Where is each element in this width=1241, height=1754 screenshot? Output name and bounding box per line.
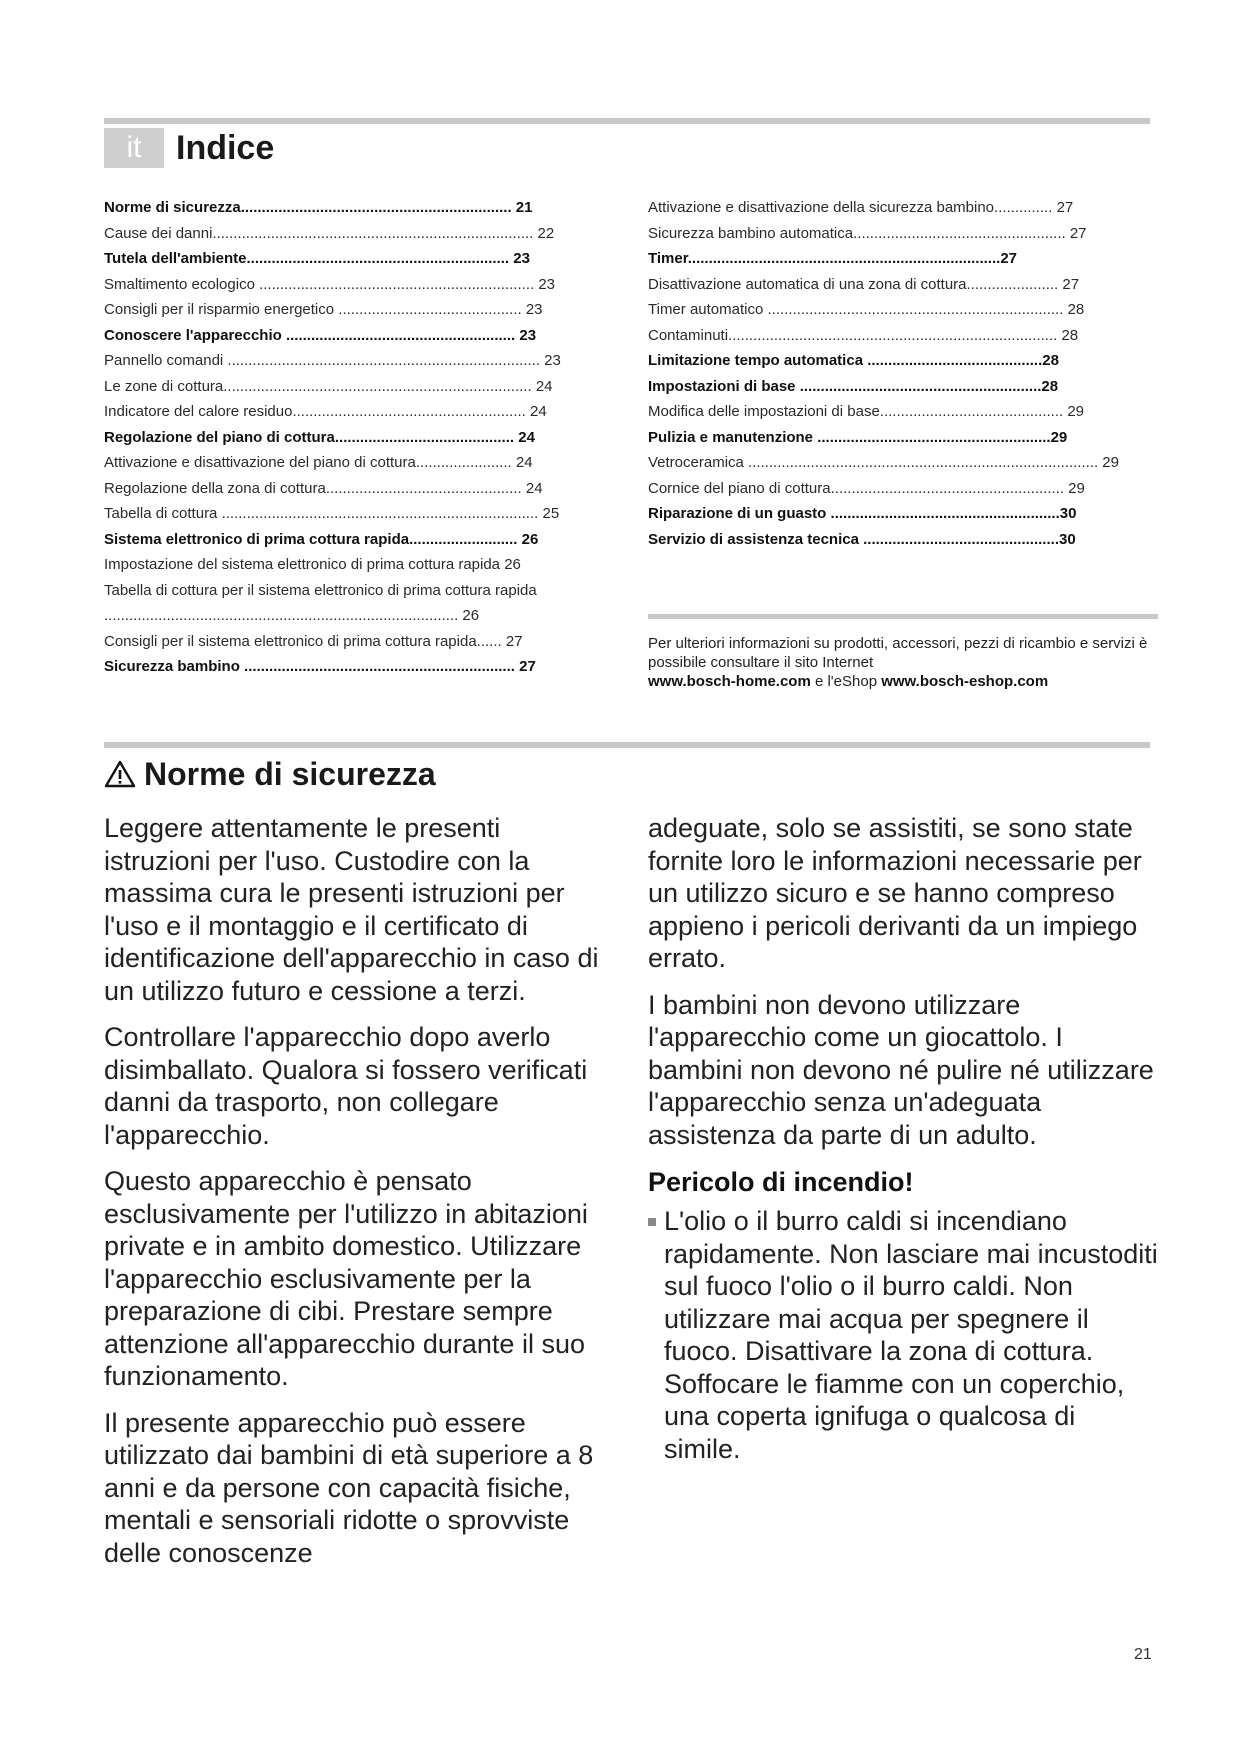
toc-entry[interactable] (648, 374, 1168, 400)
toc-entry[interactable] (104, 323, 624, 349)
toc-leader: .......................... (409, 530, 518, 548)
toc-page: 23 (544, 352, 561, 369)
toc-leader: ........................................................ (292, 403, 526, 420)
toc-page: 22 (537, 224, 555, 242)
toc-leader: ............................................ (879, 403, 1064, 420)
toc-right-column (648, 195, 1168, 552)
info-divider (648, 614, 1158, 619)
toc-label: Cause dei danni (104, 224, 213, 242)
toc-label: Attivazione e disattivazione del piano di cottura (104, 454, 416, 471)
info-connector: e l'eShop (810, 673, 882, 690)
page-title: Indice (176, 129, 275, 167)
toc-page: 24 (518, 428, 535, 446)
toc-page: 28 (1041, 377, 1059, 395)
toc-page: 28 (1067, 301, 1085, 318)
toc-entry[interactable] (104, 246, 624, 272)
toc-label: Norme di sicurezza (104, 199, 241, 216)
toc-page: 26 (504, 556, 521, 573)
toc-leader: ............................................... (863, 530, 1059, 548)
toc-leader: ............................................... (325, 479, 522, 497)
toc-page: 24 (525, 479, 543, 497)
toc-label: Regolazione del piano di cottura (104, 428, 335, 446)
toc-leader: ...... (476, 632, 502, 650)
language-tag: it (104, 128, 164, 168)
toc-entry[interactable] (648, 323, 1168, 349)
toc-label: Servizio di assistenza tecnica (648, 530, 859, 548)
toc-leader: ....................................................... (830, 505, 1060, 522)
toc-label: Indicatore del calore residuo (104, 403, 293, 420)
toc-leader: .......................................... (867, 352, 1043, 369)
section-rule (104, 742, 1150, 748)
toc-label: Tabella di cottura (104, 505, 218, 522)
bullet-square-icon (648, 1218, 656, 1226)
section-title (104, 752, 436, 796)
toc-leader: .................................................................................... (748, 454, 1099, 471)
toc-entry[interactable] (104, 476, 624, 502)
toc-label: Tabella di cottura per il sistema elettronico di prima cottura rapida (104, 581, 537, 599)
link-bosch-home[interactable]: www.bosch-home.com (648, 673, 811, 690)
toc-label: Tutela dell'ambiente (104, 250, 247, 267)
toc-label: Attivazione e disattivazione della sicurezza bambino (648, 199, 995, 216)
toc-page: 30 (1058, 530, 1076, 548)
toc-entry[interactable] (648, 297, 1168, 323)
info-text: Per ulteriori informazioni su prodotti, accessori, pezzi di ricambio e servizi è possibile consultare il sito Internet (648, 635, 1148, 671)
toc-page: 27 (1062, 275, 1080, 293)
toc-entry[interactable] (104, 450, 624, 476)
toc-left-column (104, 195, 624, 680)
toc-label: Limitazione tempo automatica (648, 352, 864, 369)
warning-icon (104, 759, 136, 789)
toc-page: 29 (1050, 428, 1068, 446)
toc-entry[interactable] (648, 425, 1168, 451)
toc-label: Regolazione della zona di cottura (104, 479, 326, 497)
toc-entry[interactable] (648, 501, 1168, 527)
toc-page: 24 (515, 454, 533, 471)
toc-leader: ................................................................. (240, 199, 512, 216)
paragraph: Leggere attentamente le presenti istruzioni per l'uso. Custodire con la massima cura le presenti istruzioni per l'uso e il montaggio e il certificato di identificazione dell'apparecchio in caso di un utilizzo futuro e cessione a terzi. (104, 813, 599, 1006)
paragraph: I bambini non devono utilizzare l'apparecchio come un giocattolo. I bambini non devono né pulire né utilizzare l'apparecchio senza un'adeguata assistenza da parte di un adulto. (648, 989, 1154, 1150)
toc-label: Consigli per il sistema elettronico di prima cottura rapida (104, 632, 477, 650)
toc-label: Smaltimento ecologico (104, 275, 255, 293)
toc-label: Impostazioni di base (648, 377, 796, 395)
toc-entry[interactable] (648, 476, 1168, 502)
toc-entry[interactable] (648, 399, 1168, 425)
toc-label: Timer automatico (648, 301, 764, 318)
toc-label: Modifica delle impostazioni di base (648, 403, 880, 420)
toc-page: 27 (1056, 199, 1074, 216)
page-number: 21 (1134, 1646, 1152, 1663)
toc-label: Pulizia e manutenzione (648, 428, 814, 446)
toc-page: 29 (1068, 479, 1085, 497)
toc-label: Vetroceramica (648, 454, 744, 471)
toc-leader: ............................................................... (246, 250, 510, 267)
toc-leader: ........................................................ (817, 428, 1051, 446)
toc-entry[interactable] (648, 221, 1168, 247)
toc-leader: ................................................... (853, 224, 1066, 242)
toc-entry[interactable] (104, 629, 624, 655)
toc-entry[interactable] (104, 297, 624, 323)
info-note (648, 634, 1168, 691)
toc-page: 23 (538, 275, 556, 293)
fire-danger-heading: Pericolo di incendio! (648, 1167, 914, 1197)
toc-entry[interactable] (104, 501, 624, 527)
toc-entry[interactable] (104, 374, 624, 400)
toc-page: 27 (519, 658, 536, 675)
toc-entry[interactable] (104, 348, 624, 374)
toc-entry[interactable] (648, 195, 1168, 221)
toc-label: Pannello comandi (104, 352, 224, 369)
toc-leader: ........................................... (334, 428, 515, 446)
paragraph: Questo apparecchio è pensato esclusivamente per l'utilizzo in abitazioni private e in ambito domestico. Utilizzare l'apparecchio esclusivamente per la preparazione di cibi. Prestare sempre attenzione all'apparecchio durante il suo funzionamento. (104, 1166, 588, 1391)
toc-page: 25 (542, 505, 560, 522)
toc-leader: ....................... (415, 454, 512, 471)
toc-page: 28 (1061, 326, 1079, 344)
paragraph: adeguate, solo se assistiti, se sono state fornite loro le informazioni necessarie per un utilizzo sicuro e se hanno compreso appieno i pericoli derivanti da un impiego errato. (648, 813, 1142, 973)
toc-leader: ........................................................ (830, 479, 1064, 497)
toc-page: 24 (535, 377, 553, 395)
paragraph: Il presente apparecchio può essere utilizzato dai bambini di età superiore a 8 anni e da persone con capacità fisiche, mentali e sensoriali ridotte o sprovviste delle conoscenze (104, 1407, 594, 1568)
toc-leader: .............. (994, 199, 1053, 216)
toc-leader: .......................................................................... (223, 377, 532, 395)
fire-bullet (648, 1205, 1158, 1465)
toc-leader: ............................................ (338, 301, 522, 318)
toc-entry[interactable] (104, 399, 624, 425)
toc-label: Le zone di cottura (104, 377, 224, 395)
fire-bullet-text: L'olio o il burro caldi si incendiano rapidamente. Non lasciare mai incustoditi sul fuoco l'olio o il burro caldi. Non utilizzare mai acqua per spegnere il fuoco. Disattivare la zona di cottura. Soffocare le fiamme con un coperchio, una coperta ignifuga o qualcosa di simile. (664, 1206, 1158, 1464)
safety-left-column (104, 812, 614, 1583)
toc-page: 27 (505, 632, 523, 650)
section-title-text: Norme di sicurezza (144, 756, 436, 792)
toc-entry[interactable] (104, 654, 624, 680)
toc-leader: ..................................................................................... (104, 607, 459, 624)
safety-right-column (648, 812, 1158, 1465)
toc-label: Impostazione del sistema elettronico di prima cottura rapida (104, 556, 501, 573)
toc-page: 29 (1067, 403, 1085, 420)
toc-page: 21 (515, 199, 533, 216)
toc-label: Consigli per il risparmio energetico (104, 301, 335, 318)
toc-page: 23 (519, 326, 537, 344)
toc-page: 26 (521, 530, 539, 548)
toc-page: 28 (1042, 352, 1059, 369)
toc-entry[interactable] (104, 527, 624, 553)
toc-page: 23 (525, 301, 543, 318)
toc-entry[interactable] (104, 425, 624, 451)
toc-leader: ............................................................................ (221, 505, 539, 522)
toc-label: Sicurezza bambino automatica (648, 224, 854, 242)
toc-label: Sistema elettronico di prima cottura rapida (104, 530, 410, 548)
toc-entry[interactable] (648, 527, 1168, 553)
toc-leader: ............................................................................... (728, 326, 1058, 344)
toc-leader: .................................................................. (259, 275, 535, 293)
toc-entry[interactable] (648, 272, 1168, 298)
toc-leader: ....................................................................... (767, 301, 1064, 318)
toc-entry[interactable] (104, 552, 624, 578)
toc-leader: ........................................................................... (687, 250, 1001, 267)
toc-page: 30 (1059, 505, 1077, 522)
toc-leader: ...................... (966, 275, 1059, 293)
toc-leader: .......................................................... (799, 377, 1042, 395)
toc-label: Contaminuti (648, 326, 729, 344)
toc-leader: ................................................................. (244, 658, 515, 675)
toc-entry[interactable] (104, 221, 624, 247)
toc-entry[interactable] (648, 246, 1168, 272)
toc-entry[interactable] (648, 450, 1168, 476)
toc-leader: ............................................................................. (212, 224, 534, 242)
paragraph: Controllare l'apparecchio dopo averlo disimballato. Qualora si fossero verificati danni da trasporto, non collegare l'apparecchio. (104, 1022, 588, 1150)
toc-label: Sicurezza bambino (104, 658, 240, 675)
toc-label: Cornice del piano di cottura (648, 479, 831, 497)
toc-label: Timer (648, 250, 688, 267)
toc-page: 27 (1000, 250, 1017, 267)
toc-page: 27 (1069, 224, 1087, 242)
top-rule (104, 118, 1150, 124)
toc-entry[interactable] (104, 272, 624, 298)
toc-entry[interactable] (648, 348, 1168, 374)
toc-label: Disattivazione automatica di una zona di cottura (648, 275, 967, 293)
toc-leader: ........................................................................... (227, 352, 540, 369)
toc-label: Conoscere l'apparecchio (104, 326, 282, 344)
toc-page: 23 (513, 250, 530, 267)
toc-page: 24 (530, 403, 547, 420)
toc-page: 26 (462, 607, 480, 624)
link-bosch-eshop[interactable]: www.bosch-eshop.com (881, 673, 1049, 690)
toc-entry[interactable] (104, 578, 624, 629)
toc-leader: ....................................................... (285, 326, 516, 344)
toc-entry[interactable] (104, 195, 624, 221)
toc-label: Riparazione di un guasto (648, 505, 827, 522)
toc-page: 29 (1102, 454, 1119, 471)
